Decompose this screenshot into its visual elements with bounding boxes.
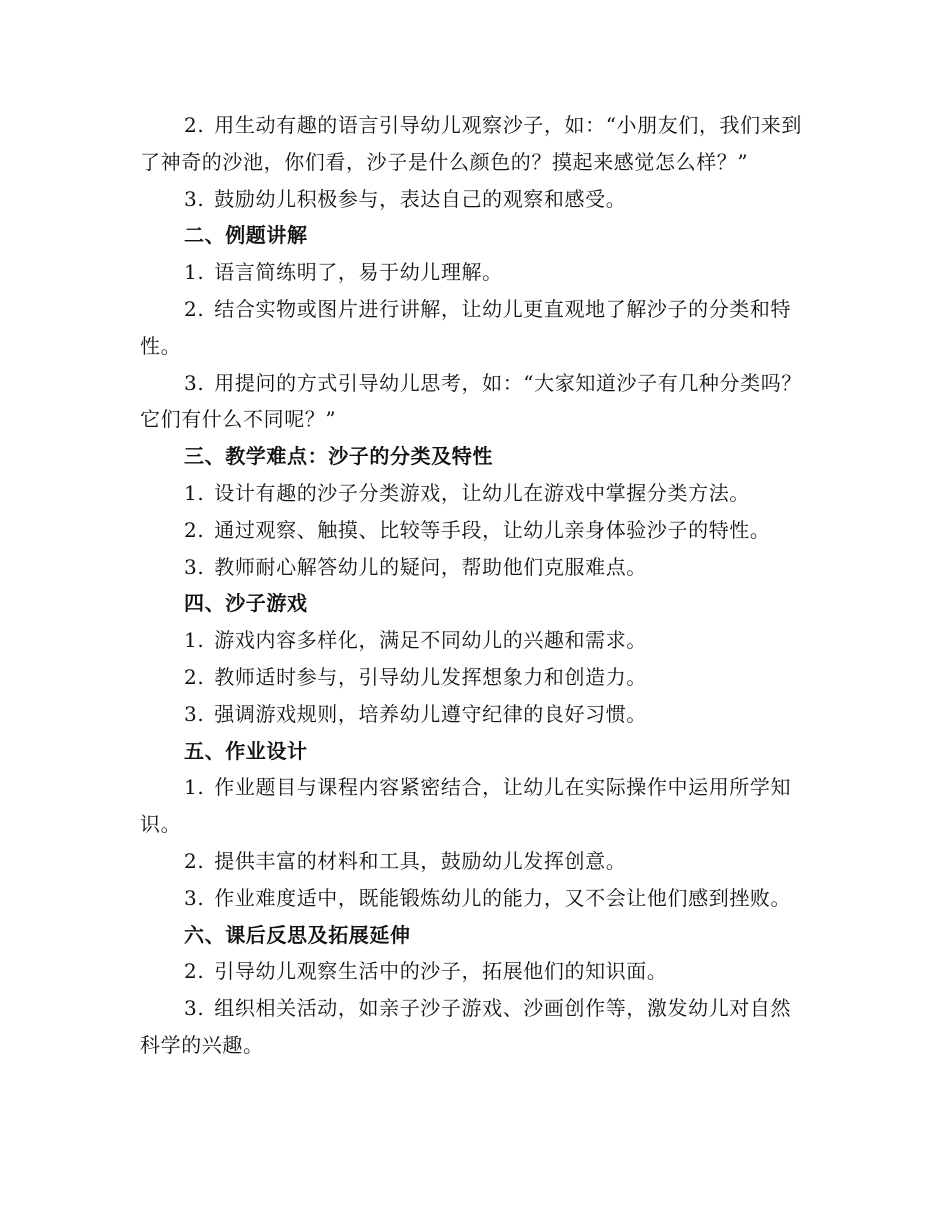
item-text: 鼓励幼儿积极参与，表达自己的观察和感受。 — [214, 186, 627, 211]
item-number: 3. — [184, 885, 205, 910]
list-item — [140, 880, 810, 917]
item-text: 教师适时参与，引导幼儿发挥想象力和创造力。 — [214, 664, 647, 689]
section-heading: 六、课后反思及拓展延伸 — [184, 922, 411, 947]
item-number: 2. — [184, 113, 205, 137]
item-text: 强调游戏规则，培养幼儿遵守纪律的良好习惯。 — [214, 701, 647, 726]
section-heading: 三、教学难点：沙子的分类及特性 — [184, 444, 493, 469]
item-text: 语言简练明了，易于幼儿理解。 — [214, 260, 503, 285]
list-item — [140, 107, 810, 181]
item-text: 引导幼儿观察生活中的沙子，拓展他们的知识面。 — [214, 959, 668, 984]
section-heading: 二、例题讲解 — [184, 223, 308, 248]
list-item — [140, 622, 810, 659]
item-text: 设计有趣的沙子分类游戏，让幼儿在游戏中掌握分类方法。 — [214, 480, 750, 505]
item-text: 作业题目与课程内容紧密结合，让幼儿在实际操作中运用所学知识。 — [140, 775, 792, 837]
item-text: 教师耐心解答幼儿的疑问，帮助他们克服难点。 — [214, 554, 647, 579]
list-item — [140, 953, 810, 990]
list-item — [140, 512, 810, 549]
item-text: 作业难度适中，既能锻炼幼儿的能力，又不会让他们感到挫败。 — [214, 885, 792, 910]
list-item — [140, 291, 810, 365]
item-number: 3. — [184, 186, 205, 211]
item-text: 通过观察、触摸、比较等手段，让幼儿亲身体验沙子的特性。 — [214, 517, 771, 542]
item-text: 提供丰富的材料和工具，鼓励幼儿发挥创意。 — [214, 848, 627, 873]
item-number: 1. — [184, 260, 205, 285]
item-number: 1. — [184, 775, 205, 800]
item-number: 2. — [184, 959, 205, 984]
item-text: 结合实物或图片进行讲解，让幼儿更直观地了解沙子的分类和特性。 — [140, 296, 792, 358]
item-number: 1. — [184, 480, 205, 505]
document-body — [140, 107, 810, 1064]
list-item — [140, 696, 810, 733]
list-item — [140, 769, 810, 843]
list-item — [140, 843, 810, 880]
item-number: 3. — [184, 701, 205, 726]
item-number: 3. — [184, 996, 205, 1021]
item-number: 2. — [184, 296, 205, 321]
list-item — [140, 365, 810, 439]
item-number: 2. — [184, 848, 205, 873]
list-item — [140, 659, 810, 696]
list-item — [140, 549, 810, 586]
item-number: 2. — [184, 664, 205, 689]
item-number: 1. — [184, 628, 205, 653]
section-heading: 五、作业设计 — [184, 738, 308, 763]
list-item — [140, 254, 810, 291]
item-text: 用提问的方式引导幼儿思考，如：“大家知道沙子有几种分类吗？它们有什么不同呢？” — [140, 370, 802, 432]
list-item — [140, 475, 810, 512]
item-number: 2. — [184, 517, 205, 542]
section-heading: 四、沙子游戏 — [184, 591, 308, 616]
list-item — [140, 181, 810, 218]
item-number: 3. — [184, 370, 205, 395]
item-text: 用生动有趣的语言引导幼儿观察沙子，如：“小朋友们，我们来到了神奇的沙池，你们看，沙子是什么颜色的？摸起来感觉怎么样？” — [140, 113, 802, 174]
item-text: 组织相关活动，如亲子沙子游戏、沙画创作等，激发幼儿对自然科学的兴趣。 — [140, 996, 792, 1057]
list-item — [140, 990, 810, 1064]
item-number: 3. — [184, 554, 205, 579]
item-text: 游戏内容多样化，满足不同幼儿的兴趣和需求。 — [214, 628, 647, 653]
